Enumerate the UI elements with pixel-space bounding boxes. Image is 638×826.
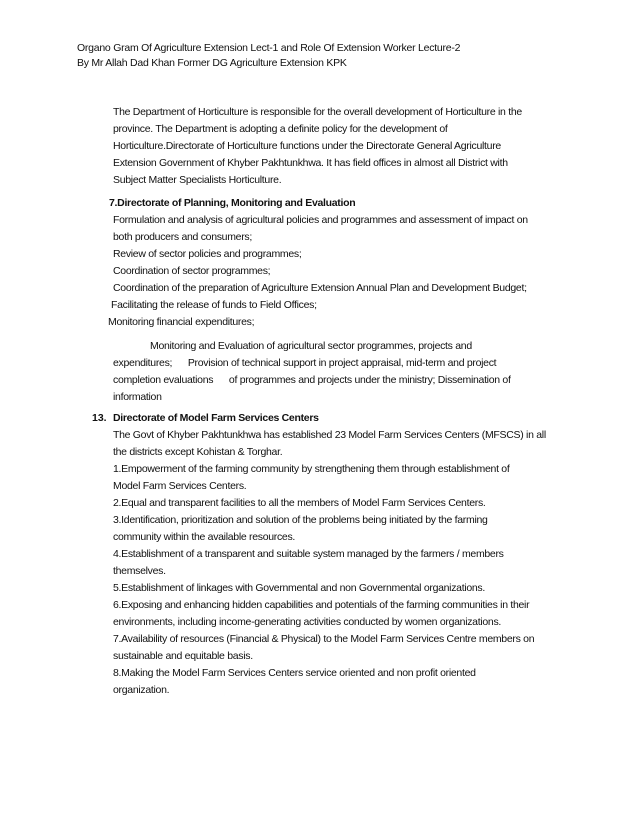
list-item: Coordination of sector programmes; bbox=[113, 265, 271, 277]
paragraph-line: the districts except Kohistan & Torghar. bbox=[113, 446, 283, 458]
planning-list-monitoring bbox=[108, 314, 254, 331]
paragraph-line: community within the available resources. bbox=[113, 531, 296, 543]
planning-list-facilitating bbox=[111, 297, 317, 314]
paragraph-line: Model Farm Services Centers. bbox=[113, 480, 247, 492]
paragraph-line: 5.Establishment of linkages with Governmental and non Governmental organizations. bbox=[113, 582, 486, 594]
paragraph-line: information bbox=[113, 391, 162, 403]
paragraph-line: 3.Identification, prioritization and solution of the problems being initiated by the farming bbox=[113, 514, 488, 526]
paragraph-line: 4.Establishment of a transparent and suitable system managed by the farmers / members bbox=[113, 548, 504, 560]
paragraph-line: 6.Exposing and enhancing hidden capabilities and potentials of the farming communities in their bbox=[113, 599, 530, 611]
section-number-13: 13. bbox=[92, 412, 107, 424]
paragraph-line: The Govt of Khyber Pakhtunkhwa has established 23 Model Farm Services Centers (MFSCS) in all bbox=[113, 429, 546, 441]
paragraph-line: 1.Empowerment of the farming community by strengthening them through establishment of bbox=[113, 463, 510, 475]
header-line-2: By Mr Allah Dad Khan Former DG Agriculture Extension KPK bbox=[77, 57, 347, 69]
monitoring-paragraph bbox=[113, 338, 511, 406]
paragraph-line: Monitoring and Evaluation of agricultural sector programmes, projects and bbox=[150, 340, 472, 352]
paragraph-line: sustainable and equitable basis. bbox=[113, 650, 253, 662]
paragraph-line: The Department of Horticulture is responsible for the overall development of Horticulture in the bbox=[113, 106, 522, 118]
list-item: Formulation and analysis of agricultural policies and programmes and assessment of impact on bbox=[113, 214, 528, 226]
planning-list bbox=[113, 212, 528, 297]
paragraph-line: completion evaluations of programmes and projects under the ministry; Dissemination of bbox=[113, 374, 511, 386]
list-item: Facilitating the release of funds to Field Offices; bbox=[111, 299, 317, 311]
section-heading-model-farm: Directorate of Model Farm Services Centers bbox=[113, 412, 319, 424]
horticulture-paragraph bbox=[113, 104, 522, 189]
model-farm-section bbox=[113, 410, 546, 699]
paragraph-line: expenditures; Provision of technical support in project appraisal, mid-term and project bbox=[113, 357, 497, 369]
paragraph-line: environments, including income-generating activities conducted by women organizations. bbox=[113, 616, 502, 628]
paragraph-line: themselves. bbox=[113, 565, 166, 577]
list-item: Review of sector policies and programmes; bbox=[113, 248, 302, 260]
paragraph-line: province. The Department is adopting a definite policy for the development of bbox=[113, 123, 448, 135]
paragraph-line: 2.Equal and transparent facilities to all the members of Model Farm Services Centers. bbox=[113, 497, 486, 509]
paragraph-line: Extension Government of Khyber Pakhtunkhwa. It has field offices in almost all District with bbox=[113, 157, 508, 169]
list-item: both producers and consumers; bbox=[113, 231, 252, 243]
header-line-1: Organo Gram Of Agriculture Extension Lect-1 and Role Of Extension Worker Lecture-2 bbox=[77, 42, 461, 54]
page-header bbox=[77, 41, 460, 71]
paragraph-line: organization. bbox=[113, 684, 170, 696]
list-item: Coordination of the preparation of Agriculture Extension Annual Plan and Development Budget; bbox=[113, 282, 527, 294]
paragraph-line: Horticulture.Directorate of Horticulture functions under the Directorate General Agriculture bbox=[113, 140, 501, 152]
paragraph-line: 7.Availability of resources (Financial & Physical) to the Model Farm Services Centre members on bbox=[113, 633, 535, 645]
list-item: Monitoring financial expenditures; bbox=[108, 316, 255, 328]
planning-section bbox=[109, 195, 355, 212]
paragraph-line: Subject Matter Specialists Horticulture. bbox=[113, 174, 282, 186]
paragraph-line: 8.Making the Model Farm Services Centers service oriented and non profit oriented bbox=[113, 667, 476, 679]
section-heading-planning: 7.Directorate of Planning, Monitoring and Evaluation bbox=[109, 197, 356, 209]
